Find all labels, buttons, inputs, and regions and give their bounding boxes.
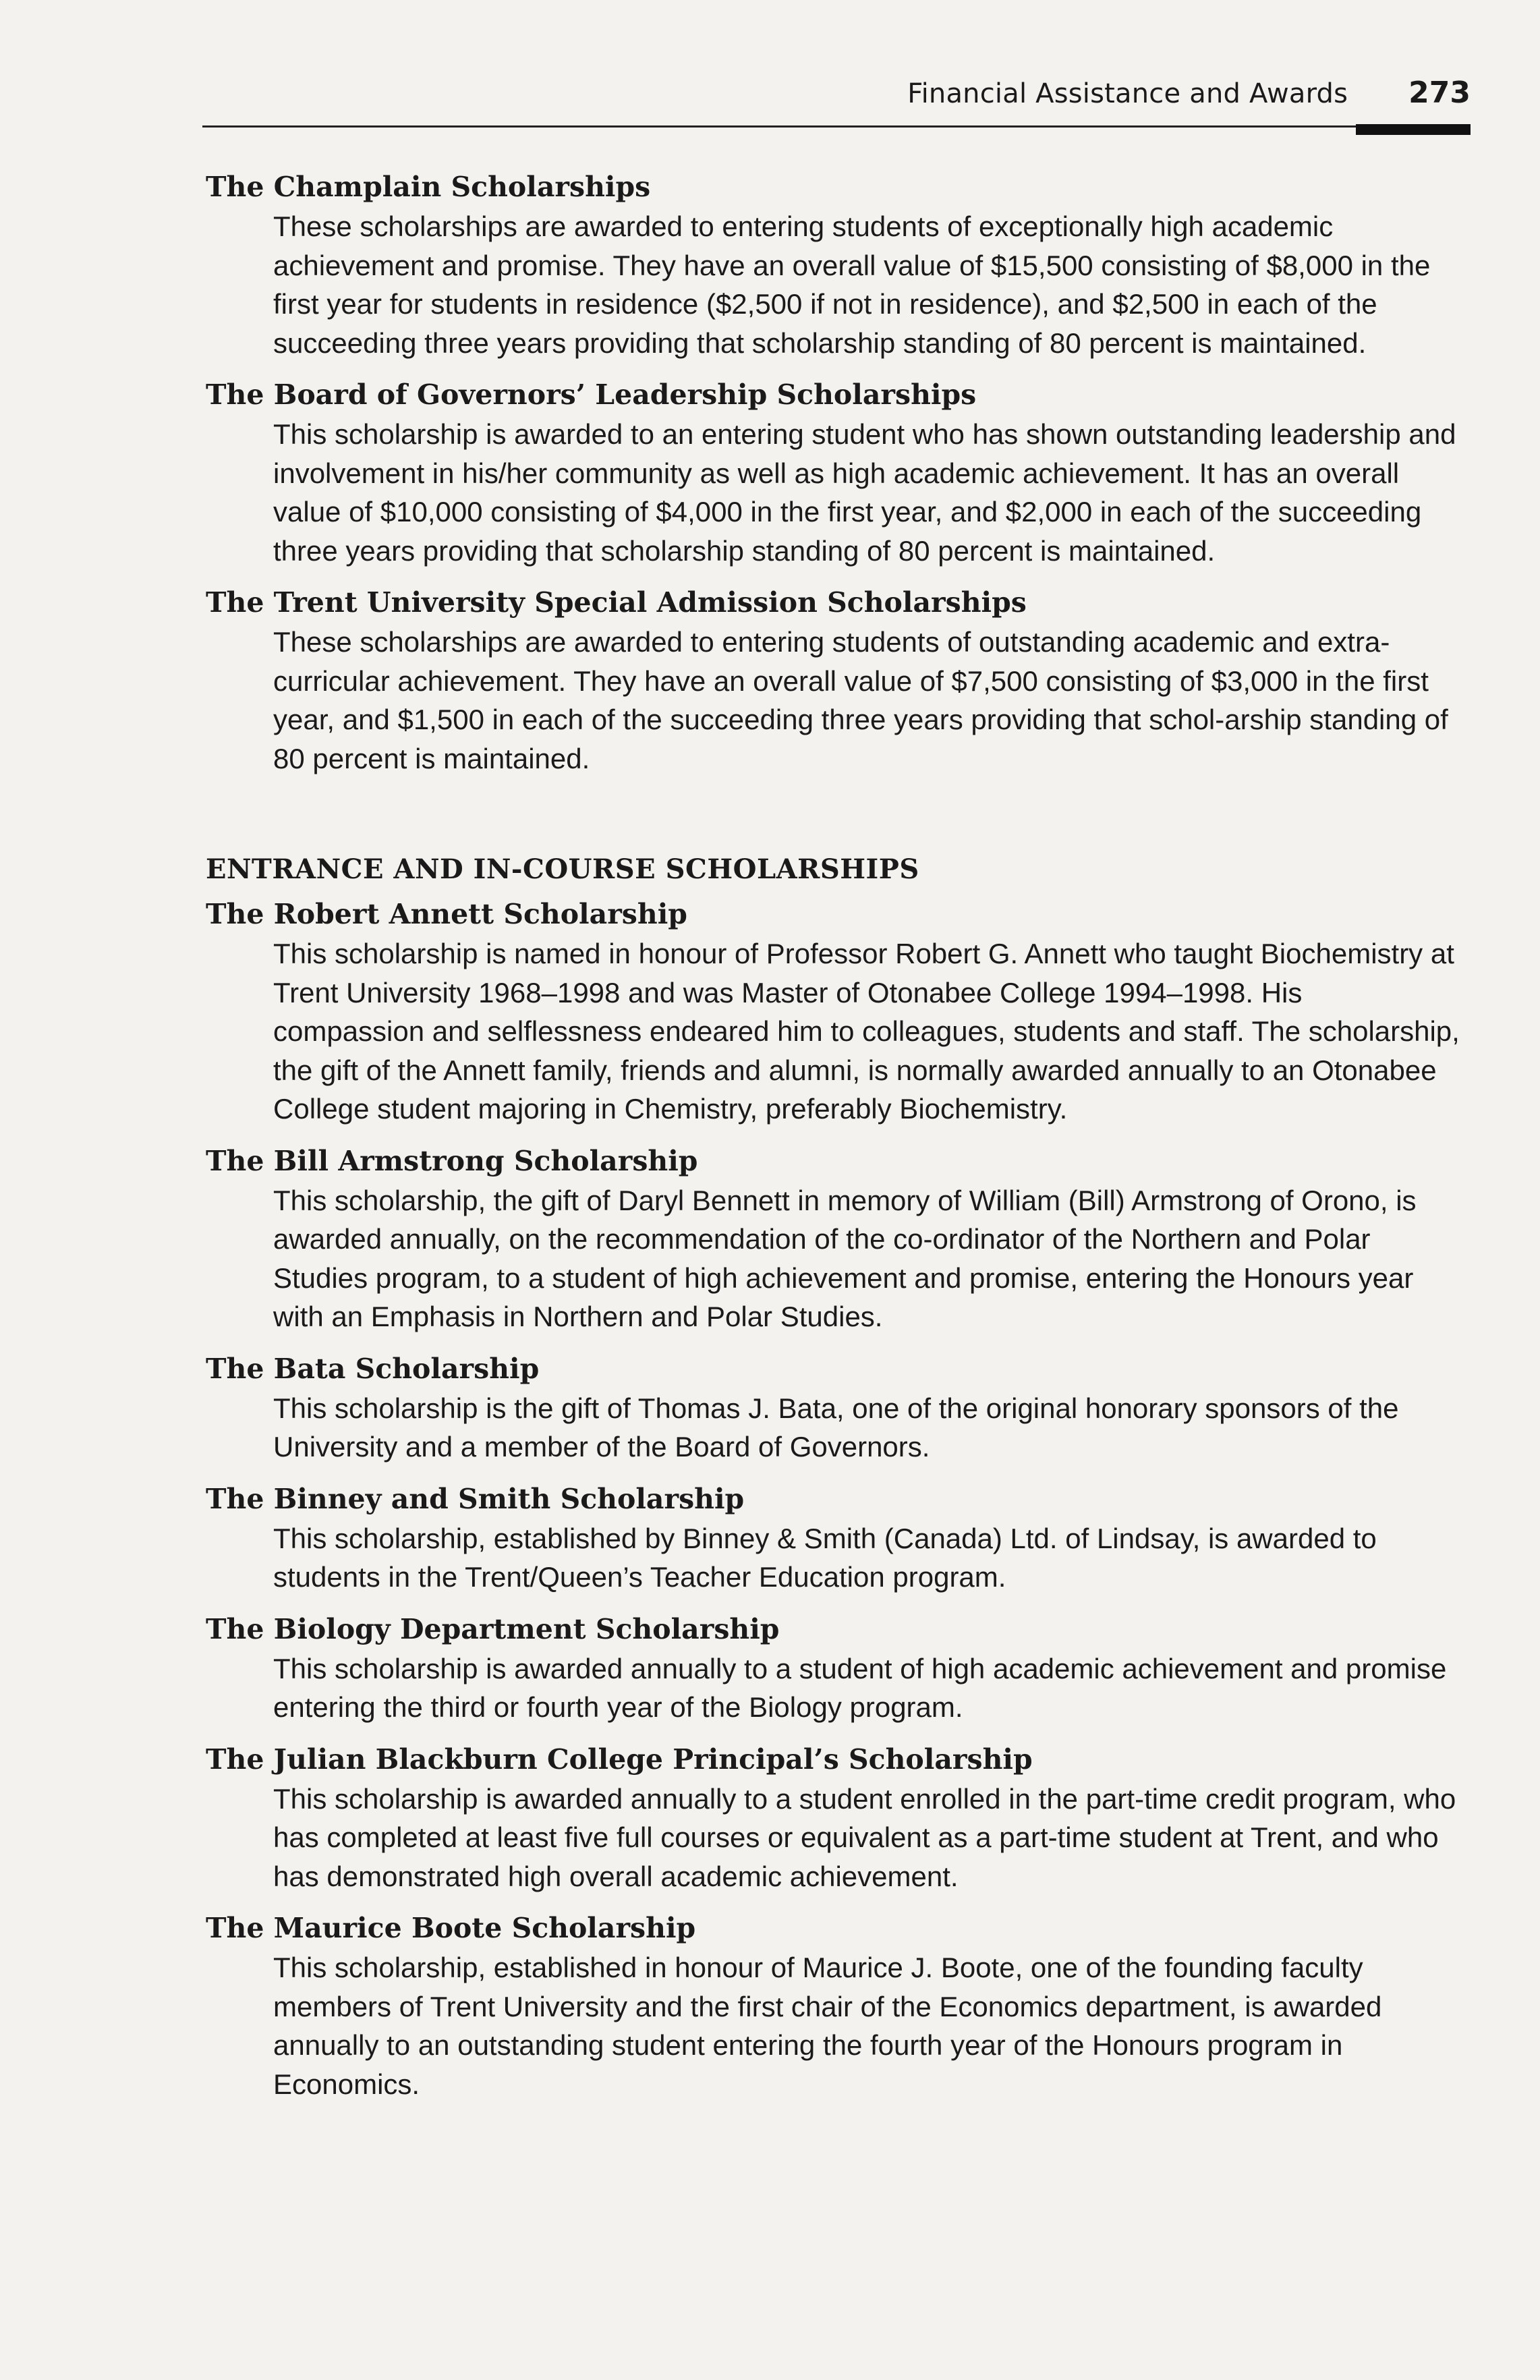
entry-title: The Bata Scholarship <box>206 1352 540 1385</box>
entry-body: This scholarship, established in honour of Maurice J. Boote, one of the founding faculty members of Trent University and the first chair of the Economics department, is awarded annually to an outstanding student entering the fourth year of the Honours program in Economics. <box>273 1952 1382 2100</box>
entry-body: This scholarship is awarded annually to a student enrolled in the part-time credit program, who has completed at least five full courses or equivalent as a part-time student at Trent, and who has demonstrated high overall academic achievement. <box>273 1782 1456 1892</box>
entry-body: This scholarship, the gift of Daryl Bennett in memory of William (Bill) Armstrong of Orono, is awarded annually, on the recommendation of the co-ordinator of the Northern and Polar Studies program, to a student of high achievement and promise, entering the Honours year with an Emphasis in Northern and Polar Studies. <box>273 1184 1417 1332</box>
page-number: 273 <box>1408 76 1471 110</box>
entry-title: The Julian Blackburn College Principal’s Scholarship <box>206 1743 1033 1776</box>
entry-body: These scholarships are awarded to entering students of exceptionally high academic achievement and promise. They have an overall value of $15,500 consisting of $8,000 in the first year for students in residence ($2,500 if not in residence), and $2,500 in each of the succeeding three years providing that scholarship standing of 80 percent is maintained. <box>273 210 1431 359</box>
page-content <box>206 167 1460 2116</box>
entry-body: This scholarship is named in honour of Professor Robert G. Annett who taught Biochemistry at Trent University 1968–1998 and was Master of Otonabee College 1994–1998. His compassion and selflessness endeared him to colleagues, students and staff. The scholarship, the gift of the Annett family, friends and alumni, is normally awarded annually to an Otonabee College student majoring in Chemistry, preferably Biochemistry. <box>273 938 1460 1125</box>
scholarship-entry <box>206 1609 1460 1727</box>
entry-title: The Binney and Smith Scholarship <box>206 1482 745 1515</box>
entry-body: This scholarship is the gift of Thomas J. Bata, one of the original honorary sponsors of the University and a member of the Board of Governors. <box>273 1392 1399 1463</box>
entry-title: The Robert Annett Scholarship <box>206 898 687 930</box>
entry-title: The Biology Department Scholarship <box>206 1612 780 1645</box>
entry-title: The Maurice Boote Scholarship <box>206 1912 696 1944</box>
scholarship-entry <box>206 1739 1460 1896</box>
running-head <box>202 76 1471 123</box>
header-rule <box>202 125 1471 128</box>
scholarship-entry <box>206 894 1460 1129</box>
entry-body: These scholarships are awarded to entering students of outstanding academic and extra-curricular achievement. They have an overall value of $7,500 consisting of $3,000 in the first year, and $1,500 in each of the succeeding three years providing that schol-arship standing of 80 percent is maintained. <box>273 626 1448 774</box>
scholarship-entry <box>206 1349 1460 1467</box>
entry-title: The Bill Armstrong Scholarship <box>206 1144 698 1177</box>
scholarship-entry <box>206 167 1460 362</box>
scholarship-entry <box>206 374 1460 570</box>
entry-title: The Board of Governors’ Leadership Scholarships <box>206 378 977 411</box>
scholarship-entry <box>206 582 1460 778</box>
entry-title: The Champlain Scholarships <box>206 171 651 203</box>
entry-body: This scholarship is awarded annually to a student of high academic achievement and promise entering the third or fourth year of the Biology program. <box>273 1652 1447 1723</box>
entry-title: The Trent University Special Admission Scholarships <box>206 586 1027 619</box>
scholarship-entry <box>206 1479 1460 1597</box>
scholarship-entry <box>206 1908 1460 2103</box>
entry-body: This scholarship is awarded to an entering student who has shown outstanding leadership and involvement in his/her community as well as high academic achievement. It has an overall value of $10,000 consisting of $4,000 in the first year, and $2,000 in each of the succeeding three years providing that scholarship standing of 80 percent is maintained. <box>273 418 1456 567</box>
scholarship-entry <box>206 1141 1460 1336</box>
section-heading: ENTRANCE AND IN-COURSE SCHOLARSHIPS <box>206 853 919 885</box>
running-title: Financial Assistance and Awards <box>907 78 1348 109</box>
header-rule-tab <box>1356 124 1471 135</box>
entry-body: This scholarship, established by Binney & Smith (Canada) Ltd. of Lindsay, is awarded to students in the Trent/Queen’s Teacher Education program. <box>273 1522 1377 1593</box>
